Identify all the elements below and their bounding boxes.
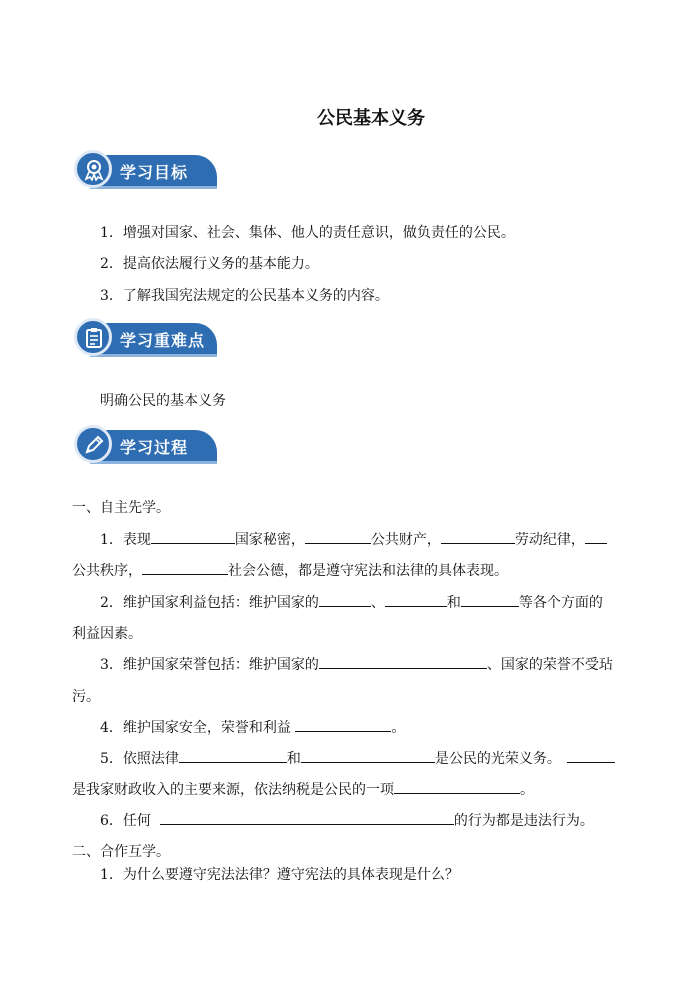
answer-blank <box>319 592 371 607</box>
part2-question-1: 1．为什么要遵守宪法法律？遵守宪法的具体表现是什么？ <box>100 867 459 883</box>
goal-item: 1．增强对国家、社会、集体、他人的责任意识，做负责任的公民。 <box>100 225 515 241</box>
answer-blank <box>567 748 615 763</box>
answer-blank <box>585 529 607 544</box>
goal-item: 3．了解我国宪法规定的公民基本义务的内容。 <box>100 288 389 304</box>
answer-blank <box>295 717 391 732</box>
answer-blank <box>385 592 447 607</box>
section-banner-process <box>72 425 218 465</box>
question-4: 4．维护国家安全，荣誉和利益 。 <box>100 717 405 737</box>
question-2-line-2: 利益因素。 <box>72 626 142 642</box>
question-5-line-1: 5．依照法律 和 是公民的光荣义务。 <box>100 748 615 768</box>
section-label: 学习重难点 <box>120 331 206 350</box>
clipboard-icon <box>74 318 112 356</box>
question-5-line-2: 是我家财政收入的主要来源，依法纳税是公民的一项 。 <box>72 779 534 799</box>
answer-blank <box>305 529 371 544</box>
goal-item: 2．提高依法履行义务的基本能力。 <box>100 256 319 272</box>
page-title: 公民基本义务 <box>317 108 425 129</box>
section-banner-goals <box>72 150 218 190</box>
answer-blank <box>319 654 487 669</box>
section-label: 学习过程 <box>120 438 189 457</box>
answer-blank <box>142 560 228 575</box>
answer-blank <box>441 529 515 544</box>
part1-heading: 一、自主先学。 <box>72 500 170 516</box>
section-banner-key-points <box>72 318 218 358</box>
answer-blank <box>179 748 287 763</box>
answer-blank <box>301 748 435 763</box>
section-label: 学习目标 <box>120 163 189 182</box>
question-1-line-2: 公共秩序， 社会公德，都是遵守宪法和法律的具体表现。 <box>72 560 508 580</box>
answer-blank <box>461 592 519 607</box>
answer-blank <box>160 810 454 825</box>
answer-blank <box>394 779 520 794</box>
award-ribbon-icon <box>74 150 112 188</box>
pencil-icon <box>74 425 112 463</box>
question-1-line-1: 1．表现 国家秘密， 公共财产， 劳动纪律， <box>100 529 607 549</box>
question-6: 6．任何 的行为都是违法行为。 <box>100 810 594 830</box>
part2-heading: 二、合作互学。 <box>72 844 170 860</box>
question-3-line-2: 污。 <box>72 689 100 705</box>
answer-blank <box>151 529 235 544</box>
question-2-line-1: 2．维护国家利益包括：维护国家的 、 和 等各个方面的 <box>100 592 603 612</box>
question-3-line-1: 3．维护国家荣誉包括：维护国家的 、国家的荣誉不受玷 <box>100 654 613 674</box>
key-point-text: 明确公民的基本义务 <box>100 393 226 409</box>
